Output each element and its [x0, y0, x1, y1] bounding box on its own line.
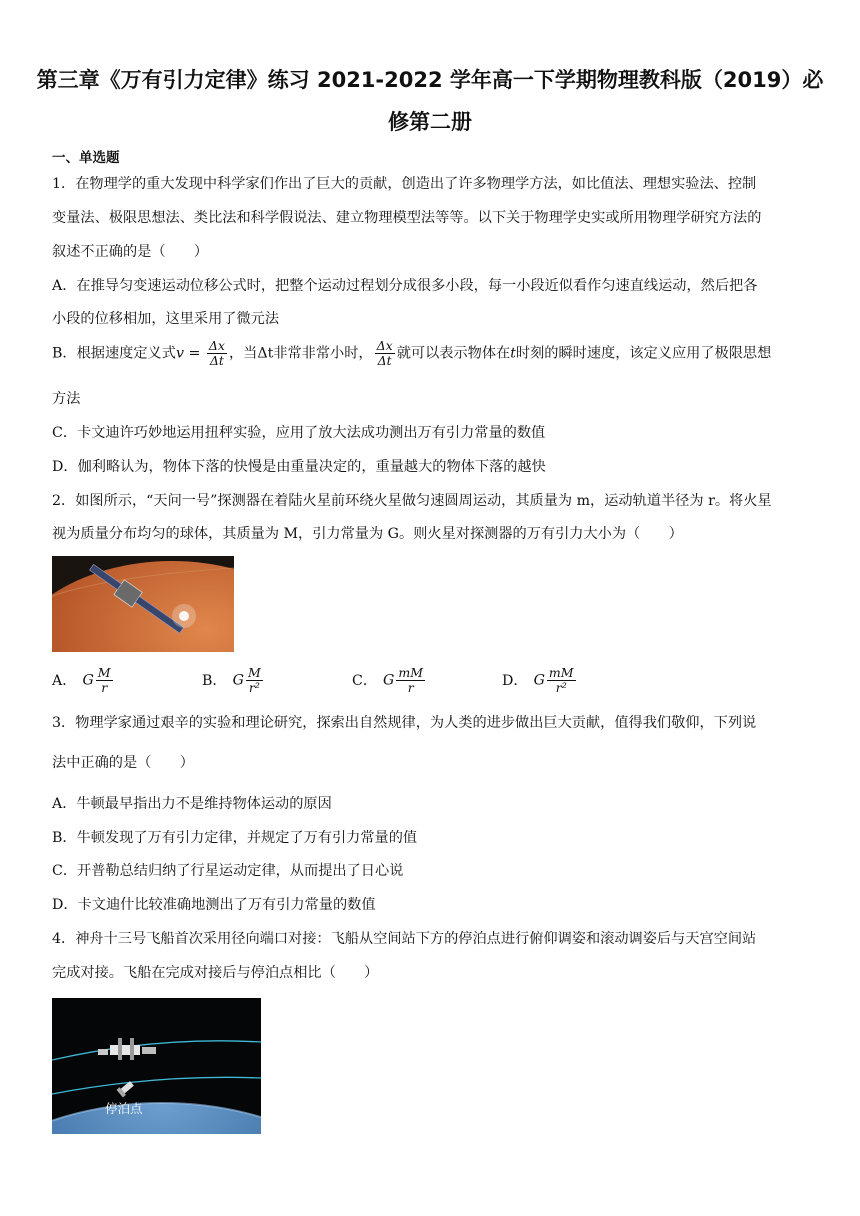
q2-option-b-G: G — [232, 672, 244, 689]
q2-d-den: r² — [555, 680, 567, 695]
mars-probe-illustration — [52, 556, 234, 652]
q1-b-eq: = — [183, 345, 205, 362]
page-title-line-1: 第三章《万有引力定律》练习 2021-2022 学年高一下学期物理教科版（2019）必 — [36, 68, 824, 92]
q2-option-d-label: D． — [502, 672, 528, 689]
q1-option-c: C．卡文迪许巧妙地运用扭秤实验，应用了放大法成功测出万有引力常量的数值 — [52, 425, 546, 441]
q1-option-b-line-1 — [52, 339, 812, 368]
q2-option-a — [52, 666, 115, 695]
q1-b-frac1-den: Δt — [209, 353, 224, 368]
q1-b-fraction-2 — [375, 339, 395, 368]
q3-option-c: C．开普勒总结归纳了行星运动定律，从而提出了日心说 — [52, 863, 404, 879]
q1-option-b-line-2: 方法 — [52, 391, 81, 407]
q1-stem-line-2: 变量法、极限思想法、类比法和科学假说法、建立物理模型法等等。以下关于物理学史实或所用物理学研究方法的 — [52, 210, 762, 226]
q2-option-c-fraction — [396, 666, 425, 695]
q2-b-den: r² — [248, 680, 260, 695]
q2-option-d — [502, 666, 578, 695]
q1-b-mid3: 就可以表示物体在 — [396, 345, 511, 362]
page-title-line-2: 修第二册 — [388, 110, 472, 134]
q1-b-mid2: 非常非常小时， — [273, 345, 373, 362]
q2-stem-line-2: 视为质量分布均匀的球体，其质量为 M，引力常量为 G。则火星对探测器的万有引力大小为（ ） — [52, 526, 683, 542]
q2-option-a-label: A． — [52, 672, 77, 689]
q3-stem-line-1: 3．物理学家通过艰辛的实验和理论研究，探索出自然规律，为人类的进步做出巨大贡献，值得我们敬仰，下列说 — [52, 715, 757, 731]
q3-option-b: B．牛顿发现了万有引力定律，并规定了万有引力常量的值 — [52, 830, 418, 846]
q2-option-c — [352, 666, 427, 695]
q1-option-d: D．伽利略认为，物体下落的快慢是由重量决定的，重量越大的物体下落的越快 — [52, 459, 546, 475]
docking-figure — [52, 998, 261, 1134]
q1-b-text-pre: B．根据速度定义式 — [52, 345, 176, 362]
q1-b-t: t — [510, 345, 516, 362]
q2-b-num: M — [247, 665, 261, 680]
q1-option-a-line-1: A．在推导匀变速运动位移公式时，把整个运动过程划分成很多小段，每一小段近似看作匀速直线运动，然后把各 — [52, 278, 758, 294]
q1-b-end: 时刻的瞬时速度，该定义应用了极限思想 — [515, 345, 772, 362]
q2-option-d-G: G — [533, 672, 545, 689]
q2-c-den: r — [407, 680, 414, 695]
q2-option-c-G: G — [383, 672, 395, 689]
q1-option-a-line-2: 小段的位移相加，这里采用了微元法 — [52, 311, 280, 327]
q1-b-frac1-num: Δx — [208, 338, 225, 353]
q3-option-d: D．卡文迪什比较准确地测出了万有引力常量的数值 — [52, 897, 376, 913]
docking-illustration — [52, 998, 261, 1134]
q1-b-mid1: ，当 — [228, 345, 258, 362]
q4-stem-line-2: 完成对接。飞船在完成对接后与停泊点相比（ ） — [52, 965, 379, 981]
q2-a-den: r — [101, 680, 108, 695]
q1-b-v: v — [175, 345, 184, 362]
q2-option-b — [202, 666, 265, 695]
q4-stem-line-1: 4．神舟十三号飞船首次采用径向端口对接：飞船从空间站下方的停泊点进行俯仰调姿和滚动调姿后与天宫空间站 — [52, 931, 757, 947]
berth-label: 停泊点 — [105, 1101, 143, 1116]
q2-option-a-fraction — [96, 666, 113, 695]
section-heading: 一、单选题 — [52, 150, 120, 166]
q1-stem-line-1: 1．在物理学的重大发现中科学家们作出了巨大的贡献，创造出了许多物理学方法，如比值法、理想实验法、控制 — [52, 176, 757, 192]
mars-probe-figure — [52, 556, 234, 652]
q2-c-num: mM — [398, 665, 424, 680]
q2-option-b-label: B． — [202, 672, 227, 689]
q1-stem-line-3: 叙述不正确的是（ ） — [52, 244, 209, 260]
q2-option-a-G: G — [82, 672, 94, 689]
q3-option-a: A．牛顿最早指出力不是维持物体运动的原因 — [52, 796, 332, 812]
q2-d-num: mM — [548, 665, 574, 680]
q2-a-num: M — [97, 665, 111, 680]
q2-option-c-label: C． — [352, 672, 378, 689]
q1-b-frac2-den: Δt — [377, 353, 392, 368]
q2-stem-line-1: 2．如图所示，“天问一号”探测器在着陆火星前环绕火星做匀速圆周运动，其质量为 m，运动轨道半径为 r。将火星 — [52, 493, 772, 509]
q2-option-d-fraction — [547, 666, 576, 695]
q1-b-frac2-num: Δx — [376, 338, 393, 353]
q3-stem-line-2: 法中正确的是（ ） — [52, 755, 194, 771]
q2-option-b-fraction — [246, 666, 263, 695]
q1-b-dt: Δt — [257, 345, 274, 362]
q1-b-fraction-1 — [207, 339, 227, 368]
